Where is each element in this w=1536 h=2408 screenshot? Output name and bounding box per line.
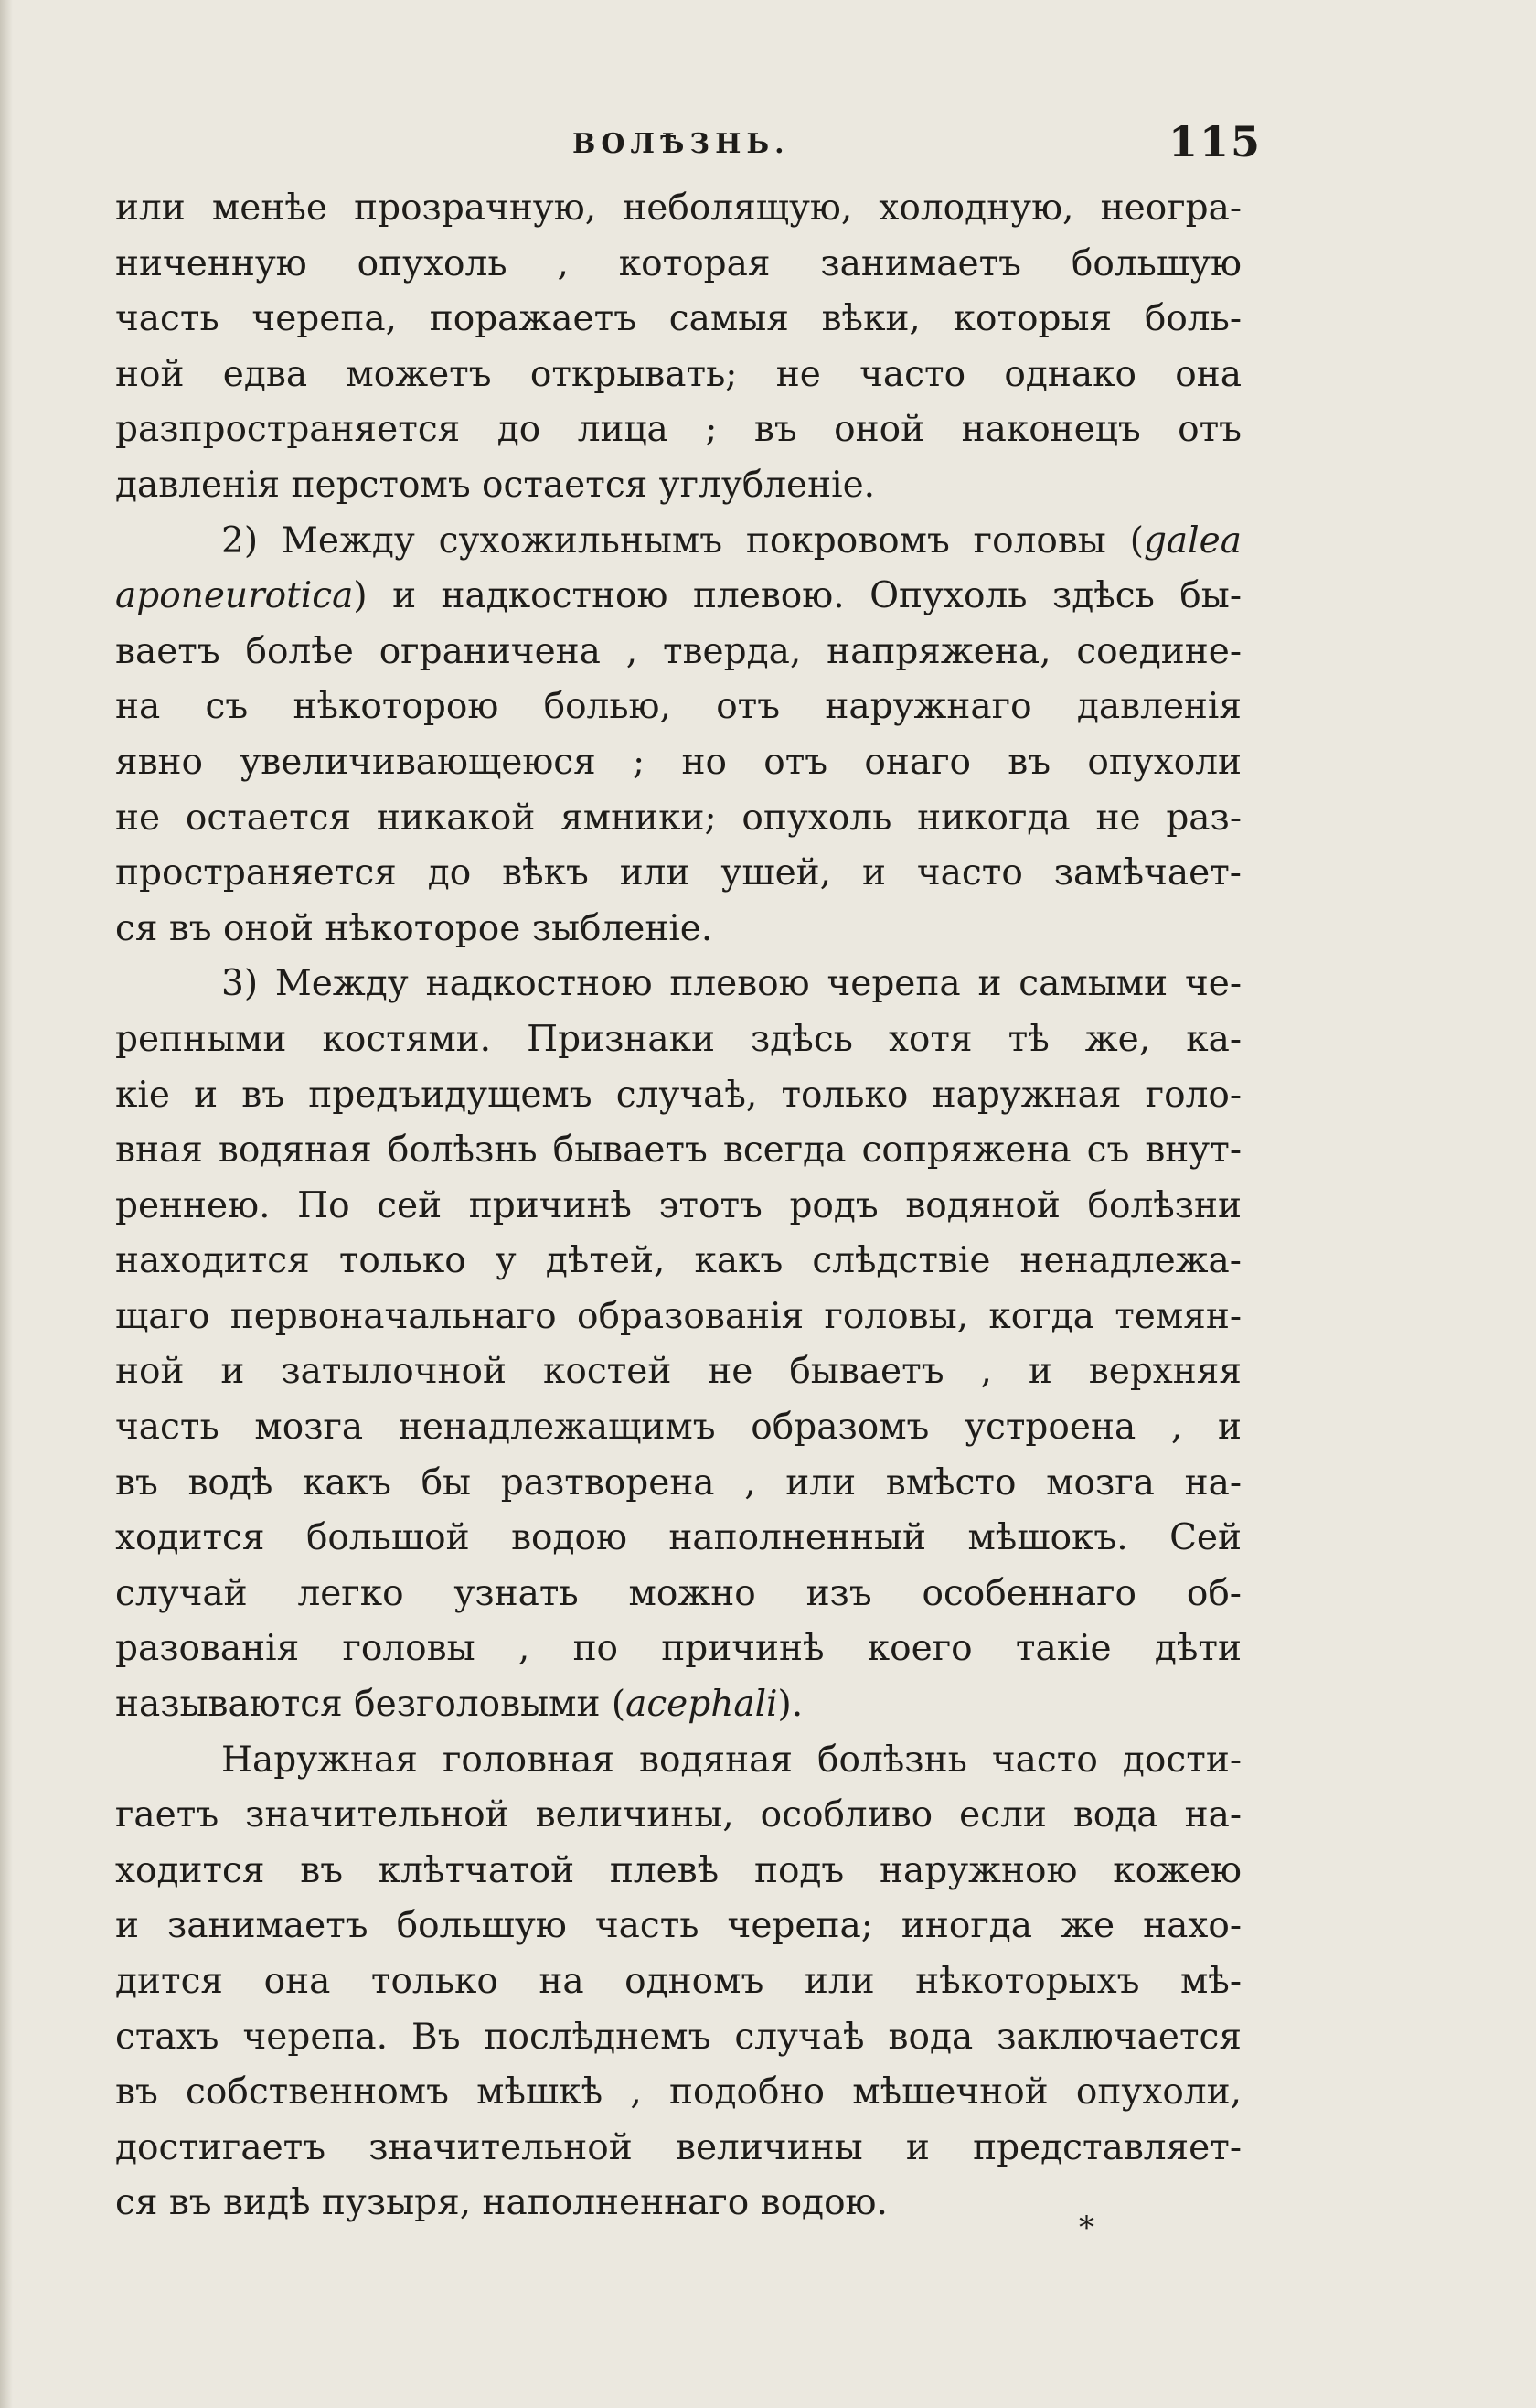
text-line: или менѣе прозрачную, неболящую, холодную, неогра- bbox=[115, 187, 1242, 229]
page-number: 115 bbox=[1168, 117, 1263, 166]
text-line: въ водѣ какъ бы разтворена , или вмѣсто мозга на- bbox=[115, 1461, 1242, 1504]
text-line: случай легко узнать можно изъ особеннаго об- bbox=[115, 1572, 1242, 1614]
text-line: пространяется до вѣкъ или ушей, и часто замѣчает- bbox=[115, 852, 1242, 894]
text-line: достигаетъ значительной величины и представляет- bbox=[115, 2126, 1242, 2168]
text-line: разпространяется до лица ; въ оной наконецъ отъ bbox=[115, 409, 1242, 451]
text-line: 2) Между сухожильнымъ покровомъ головы (galea bbox=[221, 519, 1242, 562]
text-line: ниченную опухоль , которая занимаетъ большую bbox=[115, 242, 1242, 284]
text-line: на съ нѣкоторою болью, отъ наружнаго давленія bbox=[115, 686, 1242, 728]
running-head: ВОЛѢЗНЬ. bbox=[572, 128, 790, 160]
text-line: ся въ видѣ пузыря, наполненнаго водою. bbox=[115, 2182, 888, 2224]
text-line: вная водяная болѣзнь бываетъ всегда сопряжена съ внут- bbox=[115, 1129, 1242, 1172]
text-line: aponeurotica) и надкостною плевою. Опухоль здѣсь бы- bbox=[115, 575, 1242, 617]
signature-mark: * bbox=[1079, 2210, 1094, 2246]
text-line: ной и затылочной костей не бываетъ , и верхняя bbox=[115, 1351, 1242, 1393]
text-line: гаетъ значительной величины, особливо если вода на- bbox=[115, 1794, 1242, 1836]
text-line: часть черепа, поражаетъ самыя вѣки, которыя боль- bbox=[115, 298, 1242, 340]
text-line: стахъ черепа. Въ послѣднемъ случаѣ вода заключается bbox=[115, 2016, 1242, 2058]
text-line: не остается никакой ямники; опухоль никогда не раз- bbox=[115, 797, 1242, 839]
text-line: репными костями. Признаки здѣсь хотя тѣ же, ка- bbox=[115, 1018, 1242, 1060]
body-text bbox=[115, 181, 1242, 2231]
text-line: давленія перстомъ остается углубленіе. bbox=[115, 464, 876, 506]
text-line: въ собственномъ мѣшкѣ , подобно мѣшечной опухоли, bbox=[115, 2071, 1242, 2114]
text-line: ходится большой водою наполненный мѣшокъ. Сей bbox=[115, 1517, 1242, 1559]
text-line: и занимаетъ большую часть черепа; иногда же нахо- bbox=[115, 1905, 1242, 1947]
text-line: 3) Между надкостною плевою черепа и самыми че- bbox=[221, 963, 1242, 1005]
text-line: Наружная головная водяная болѣзнь часто дости- bbox=[221, 1739, 1242, 1781]
text-line: называются безголовыми (acephali). bbox=[115, 1684, 804, 1726]
text-line: ходится въ клѣтчатой плевѣ подъ наружною кожею bbox=[115, 1849, 1242, 1891]
page-edge-shadow bbox=[0, 0, 13, 2408]
text-line: ся въ оной нѣкоторое зыбленіе. bbox=[115, 907, 713, 949]
text-line: реннею. По сей причинѣ этотъ родъ водяной болѣзни bbox=[115, 1184, 1242, 1226]
text-line: кіе и въ предъидущемъ случаѣ, только наружная голо- bbox=[115, 1074, 1242, 1116]
text-line: явно увеличивающеюся ; но отъ онаго въ опухоли bbox=[115, 741, 1242, 783]
text-line: дится она только на одномъ или нѣкоторыхъ мѣ- bbox=[115, 1961, 1242, 2002]
text-line: разованія головы , по причинѣ коего такіе дѣти bbox=[115, 1628, 1242, 1670]
text-line: часть мозга ненадлежащимъ образомъ устроена , и bbox=[115, 1407, 1242, 1449]
text-line: находится только у дѣтей, какъ слѣдствіе ненадлежа- bbox=[115, 1240, 1242, 1282]
page-header bbox=[0, 117, 1536, 172]
text-line: ной едва можетъ открывать; не часто однако она bbox=[115, 353, 1242, 395]
text-line: щаго первоначальнаго образованія головы, когда темян- bbox=[115, 1295, 1242, 1337]
text-line: ваетъ болѣе ограничена , тверда, напряжена, соедине- bbox=[115, 630, 1242, 672]
